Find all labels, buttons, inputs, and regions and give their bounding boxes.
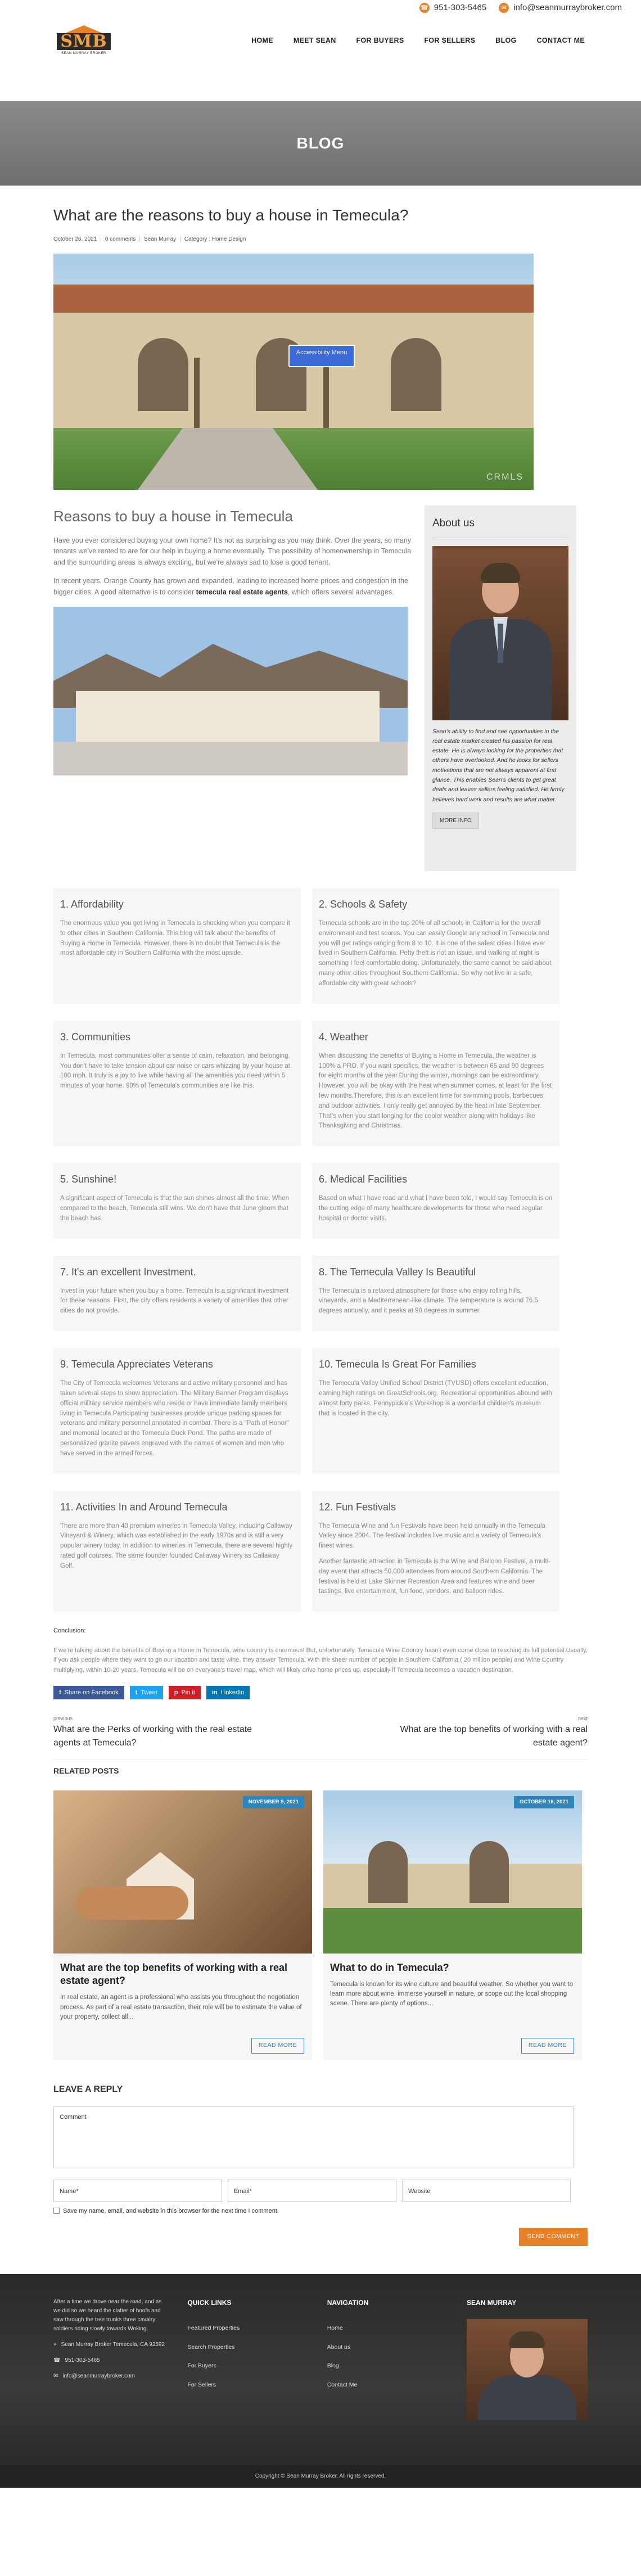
article-intro <box>53 506 413 871</box>
about-text: Sean's ability to find and see opportunities in the real estate market created his passion for real estate. He is always looking for the properties that others have overlooked. And he looks for sellers motivations that are not always apparent at first glance. This enables Sean's clients to get great deals and leaves sellers feeling satisfied. He firmly believes hard work and results are what matter. <box>432 728 565 803</box>
page-banner <box>0 101 641 186</box>
envelope-icon: ✉ <box>499 3 509 13</box>
share-label: Share on Facebook <box>64 1689 119 1696</box>
reason-title: 8. The Temecula Valley Is Beautiful <box>319 1266 476 1278</box>
next-post[interactable]: next What are the top benefits of working with a real estate agent? <box>385 1715 588 1750</box>
prev-post-title[interactable]: What are the Perks of working with the real estate agents at Temecula? <box>53 1724 252 1748</box>
reason-card <box>53 1348 301 1474</box>
linkedin-icon: in <box>211 1689 218 1696</box>
temecula-agents-link[interactable]: temecula real estate agents <box>196 588 288 596</box>
more-info-button[interactable]: MORE INFO <box>432 813 479 829</box>
website-field[interactable]: Website <box>402 2180 571 2202</box>
reason-text: The Temecula Valley Unified School District (TVUSD) offers excellent education, earning high ratings on GreatSchools.org. Recreational opportunities abound with almost forty parks. Pennypickle's Workshop is a wonderful children's museum that is located in the city. <box>319 1380 552 1417</box>
share-label: Tweet <box>141 1689 157 1696</box>
top-bar <box>0 0 641 16</box>
logo-word: SMB <box>57 33 110 50</box>
prev-post[interactable]: previous What are the Perks of working with the real estate agents at Temecula? <box>53 1715 256 1750</box>
related-post-card[interactable] <box>323 1790 582 2060</box>
post-navigation <box>53 1715 588 1750</box>
footer-nav-home[interactable]: Home <box>327 2324 343 2331</box>
share-button[interactable] <box>169 1686 201 1700</box>
save-info-label: Save my name, email, and website in this browser for the next time I comment. <box>63 2207 279 2214</box>
nav-for-buyers[interactable]: FOR BUYERS <box>356 36 404 44</box>
about-sidebar <box>425 506 576 871</box>
reason-title: 4. Weather <box>319 1031 368 1043</box>
reason-title: 1. Affordability <box>60 899 124 910</box>
related-post-image[interactable] <box>53 1790 312 1954</box>
related-post-title[interactable]: What to do in Temecula? <box>330 1961 449 1973</box>
share-button[interactable] <box>53 1686 124 1700</box>
reason-title: 3. Communities <box>60 1031 131 1043</box>
house-image <box>53 607 408 775</box>
phone-icon: ☎ <box>53 2357 61 2363</box>
post-category[interactable]: Category : Home Design <box>184 236 246 242</box>
reason-text: When discussing the benefits of Buying a Home in Temecula, the weather is 100% a PRO. If you want specifics, the weather is between 65 and 90 degrees for eight months of the year.During the winter, mornings can be extraordinary. However, you will be okay with the heat when summer comes, at least for the first few months.Therefore, this is an excellent time for swimming pools, barbecues, and outdoor activities. I only really get annoyed by the heat in late September. That's when you start longing for the cooler weather along with holidays like Thanksgiving and Christmas. <box>319 1052 552 1130</box>
post-meta: October 26, 2021 | 0 comments | Sean Murray | Category : Home Design <box>53 236 246 242</box>
related-post-excerpt: In real estate, an agent is a professional who assists you throughout the negotiation process. As part of a real estate transaction, their role will be to estimate the value of your property, collect all... <box>60 1994 302 2020</box>
email-field[interactable]: Email* <box>228 2180 396 2202</box>
share-buttons <box>53 1686 588 1700</box>
footer-nav-about[interactable]: About us <box>327 2343 351 2351</box>
post-title: What are the reasons to buy a house in Temecula? <box>53 206 409 224</box>
reason-text: In Temecula, most communities offer a sense of calm, relaxation, and belonging. You don't have to take tension about car noise or cars whizzing by your house at 100 mph. It truly is a joy to live while having all the amenities you need within 5 minutes of your home. 90% of Temecula's communities are like this. <box>60 1052 290 1090</box>
reason-card <box>312 888 559 1004</box>
reason-title: 9. Temecula Appreciates Veterans <box>60 1359 213 1370</box>
pinterest-icon: p <box>174 1689 178 1696</box>
intro-paragraph-1: Have you ever considered buying your own home? It's not as surprising as you may think. Over the years, so many tenants we've rented to are for our help in buying a home eventually. The possibility of homeownership in Temecula and the surrounding areas is always exciting, but we're always sad to lose a good tenant. <box>53 536 412 566</box>
intro-paragraph-2: In recent years, Orange County has grown and expanded, leading to increased home prices and congestion in the bigger cities. A good alternative is to consider temecula real estate agents, which offers several advantages. <box>53 577 408 596</box>
accessibility-menu-button[interactable]: Accessibility Menu <box>288 345 355 367</box>
copyright: Copyright © Sean Murray Broker. All rights reserved. <box>0 2465 641 2488</box>
leave-reply-title: LEAVE A REPLY <box>53 2084 123 2094</box>
related-posts-title: RELATED POSTS <box>53 1759 588 1777</box>
main-nav <box>251 35 585 46</box>
article-heading: Reasons to buy a house in Temecula <box>53 508 293 525</box>
reason-text: The Temecula Wine and fun Festivals have been held annually in the Temecula Valley since 2004. The festival includes live music and a variety of Temecula's finest wines. <box>319 1522 545 1550</box>
reason-card <box>312 1021 559 1147</box>
post-date: October 26, 2021 <box>53 236 97 242</box>
footer-email[interactable]: info@seanmurraybroker.com <box>62 2372 135 2379</box>
nav-for-sellers[interactable]: FOR SELLERS <box>424 36 476 44</box>
footer-portrait <box>467 2319 588 2420</box>
about-title: About us <box>432 516 568 538</box>
hero-watermark: CRMLS <box>486 472 523 482</box>
reason-title: 10. Temecula Is Great For Families <box>319 1359 476 1370</box>
related-post-image[interactable] <box>323 1790 582 1954</box>
share-label: Pin it <box>181 1689 195 1696</box>
map-pin-icon: ⌖ <box>53 2341 57 2348</box>
email-text: info@seanmurraybroker.com <box>513 2 622 12</box>
reason-title: 6. Medical Facilities <box>319 1174 408 1185</box>
reason-text: Another fantastic attraction in Temecula is the Wine and Balloon Festival, a multi-day event that attracts 50,000 attendees from around Southern California. The festival is held at Lake Skinner Recreation Area and features wine and beer tastings, live entertainment, fun food, vendors, and balloon rides. <box>319 1558 551 1595</box>
facebook-icon: f <box>59 1689 61 1696</box>
nav-blog[interactable]: BLOG <box>495 36 517 44</box>
share-button[interactable] <box>130 1686 163 1700</box>
footer-link-buyers[interactable]: For Buyers <box>187 2362 216 2370</box>
related-post-date: NOVEMBER 9, 2021 <box>243 1796 304 1808</box>
reason-text: A significant aspect of Temecula is that the sun shines almost all the time. When compared to the beach, Temecula still wins. We don't have that June gloom that the beach has. <box>60 1195 289 1222</box>
footer-link-search[interactable]: Search Properties <box>187 2343 235 2351</box>
reason-text: The City of Temecula welcomes Veterans and active military personnel and has taken several steps to show appreciation. The Military Banner Program displays official military service members who reside or have immediate family members living in Temecula.Participating businesses provide unique parking spaces for veterans and military personnel annotated in combat. There is a "Path of Honor" and memorial located at the Temecula Duck Pond. The paths are made of personalized granite pavers engraved with the names of women and men who have served in the armed forces. <box>60 1380 289 1457</box>
sean-murray-title: SEAN MURRAY <box>467 2298 517 2307</box>
phone-icon: ☎ <box>419 3 430 13</box>
send-comment-button[interactable]: SEND COMMENT <box>519 2228 588 2246</box>
footer-address: Sean Murray Broker Temecula, CA 92592 <box>61 2341 165 2348</box>
reason-text: Based on what I have read and what I have been told, I would say Temecula is on the cutting edge of many healthcare developments for those who need regular hospital or doctor visits. <box>319 1195 553 1222</box>
share-label: LinkedIn <box>220 1689 245 1696</box>
site-footer <box>0 2274 641 2465</box>
conclusion-label: Conclusion: <box>53 1627 86 1635</box>
reason-text: There are more than 40 premium wineries in Temecula Valley, including Callaway Vineyard & Winery, which was established in the early 1970s and is still a very popular winery today. In addition to wineries in Temecula, there are several highly rated golf courses. The same founder founded Callaway Winery as Callaway Golf. <box>60 1522 293 1569</box>
reason-card <box>312 1491 559 1612</box>
reason-title: 2. Schools & Safety <box>319 899 408 910</box>
footer-nav-contact[interactable]: Contact Me <box>327 2381 358 2389</box>
reason-title: 7. It's an excellent Investment. <box>60 1266 196 1278</box>
related-post-card[interactable] <box>53 1790 312 2060</box>
quick-links-title: QUICK LINKS <box>187 2298 232 2307</box>
phone-link[interactable] <box>419 2 486 15</box>
related-post-title[interactable]: What are the top benefits of working with a real estate agent? <box>60 1961 288 1986</box>
reason-text: The enormous value you get living in Temecula is shocking when you compare it to other cities in Southern California. This blog will talk about the benefits of Buying a Home in Temecula. However, there is no doubt that Temecula is the most affordable city in Southern California with the most upside. <box>60 920 290 957</box>
reason-text: The Temecula is a relaxed atmosphere for those who enjoy rolling hills, vineyards, and a Mediterranean-like climate. The temperature is around 76.5 degrees annually, and it peaks at 90 degrees in summer. <box>319 1287 538 1315</box>
nav-meet-sean[interactable]: MEET SEAN <box>293 36 336 44</box>
reason-card <box>53 1491 301 1612</box>
email-link[interactable] <box>499 2 622 15</box>
reasons-grid <box>53 888 588 1612</box>
navigation-title: NAVIGATION <box>327 2298 369 2307</box>
post-author[interactable]: Sean Murray <box>143 236 177 242</box>
read-more-button[interactable]: READ MORE <box>251 2038 304 2054</box>
footer-link-sellers[interactable]: For Sellers <box>187 2381 216 2389</box>
reason-card <box>312 1348 559 1474</box>
reason-title: 5. Sunshine! <box>60 1174 117 1185</box>
phone-text: 951-303-5465 <box>434 2 487 12</box>
post-comments[interactable]: 0 comments <box>105 236 136 242</box>
reason-card <box>53 888 301 1004</box>
next-post-title[interactable]: What are the top benefits of working with a real estate agent? <box>400 1724 588 1748</box>
footer-phone[interactable]: 951-303-5465 <box>65 2357 100 2363</box>
reason-card <box>53 1256 301 1331</box>
agent-portrait <box>432 546 568 720</box>
name-field[interactable]: Name* <box>53 2180 222 2202</box>
footer-nav-blog[interactable]: Blog <box>327 2362 339 2370</box>
read-more-button[interactable]: READ MORE <box>521 2038 574 2054</box>
banner-title: BLOG <box>296 134 345 152</box>
twitter-icon: t <box>135 1689 138 1696</box>
envelope-icon: ✉ <box>53 2372 58 2379</box>
logo-tagline: SEAN MURRAY BROKER <box>61 51 106 55</box>
hero-image <box>53 254 534 490</box>
related-post-excerpt: Temecula is known for its wine culture and beautiful weather. So whether you want to learn more about wine, immerse yourself in nature, or scope out the local shopping scene. There are plenty of options... <box>330 1981 574 2007</box>
related-post-date: OCTOBER 16, 2021 <box>514 1796 574 1808</box>
reason-card <box>312 1163 559 1238</box>
reason-card <box>53 1021 301 1147</box>
logo[interactable] <box>59 25 109 56</box>
reason-text: Temecula schools are in the top 20% of all schools in California for the overall environment and test scores. You can easily Google any school in Temecula and you will get ratings ranging from 8 to 10. It is one of the safest cities I have ever lived in Southern California. Petty theft is not an issue, and walking at night is something I feel comfortable doing. Unfortunately, the same cannot be said about many other cities throughout Southern California. So why not live in a safe, affordable city with great schools? <box>319 920 552 987</box>
conclusion-text: If we're talking about the benefits of Buying a Home in Temecula, wine country is enormous! But, unfortunately, Temecula Wine Country hasn't even come close to reaching its full potential.Usually, if you ask people where they want to go our vacation and taste wine, they answer Temecula. With the sheer number of people in Southern California ( 20 million people) and Wine Country multiplying, within 10-20 years, Temecula will be on everyone's travel map, which will likely drive home prices up, especially if Temecula becomes a vacation destination. <box>53 1646 588 1673</box>
nav-home[interactable]: HOME <box>251 36 273 44</box>
footer-about-text: After a time we drove near the road, and as we did so we heard the clatter of hoofs and saw through the tree trunks three cavalry soldiers riding slowly towards Woking. <box>53 2298 162 2332</box>
reason-card <box>312 1256 559 1331</box>
site-header <box>0 16 641 65</box>
related-posts <box>53 1790 588 2060</box>
reason-title: 11. Activities In and Around Temecula <box>60 1501 228 1513</box>
reason-title: 12. Fun Festivals <box>319 1501 396 1513</box>
footer-link-featured[interactable]: Featured Properties <box>187 2324 240 2331</box>
share-button[interactable] <box>206 1686 250 1700</box>
reason-text: Invest in your future when you buy a home. Temecula is a significant investment for these reasons. First, the city offers residents a variety of amenities that other cities do not provide. <box>60 1287 289 1315</box>
reason-card <box>53 1163 301 1238</box>
comment-textarea[interactable]: Comment <box>53 2106 574 2168</box>
save-info-checkbox[interactable] <box>53 2208 60 2214</box>
nav-contact-me[interactable]: CONTACT ME <box>536 36 585 44</box>
